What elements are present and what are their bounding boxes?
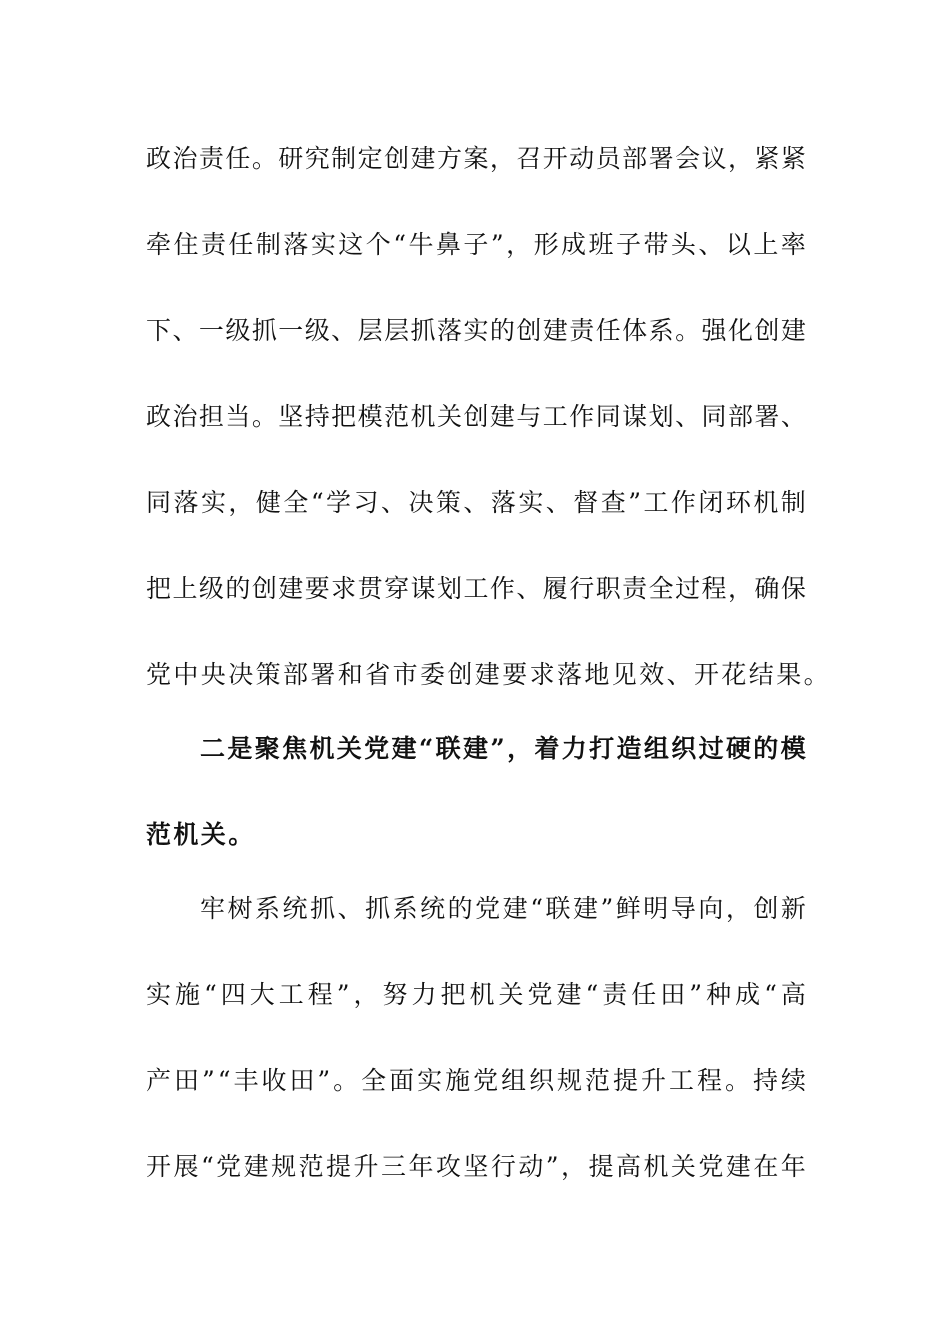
section-heading-line: 二 是 聚 焦 机 关 党 建 “ 联 建 ” ， 着 力 打 造 组 织 过 硬 的 模 [200, 734, 806, 763]
body-text-line: 把 上 级 的 创 建 要 求 贯 穿 谋 划 工 作 、 履 行 职 责 全 过 程 ， 确 保 [146, 574, 806, 603]
body-text-line: 同 落 实 ， 健 全 “ 学 习 、 决 策 、 落 实 、 督 查 ” 工 作 闭 环 机 制 [146, 488, 806, 517]
body-text-line: 党中央决策部署和省市委创建要求落地见效、开花结果。 [146, 660, 832, 689]
section-heading-line: 范机关。 [146, 820, 256, 849]
body-text-line: 政 治 责 任 。 研 究 制 定 创 建 方 案 ， 召 开 动 员 部 署 会 议 ， 紧 紧 [146, 144, 806, 173]
body-text-line: 产 田 ” “ 丰 收 田 ” 。 全 面 实 施 党 组 织 规 范 提 升 工 程 。 持 续 [146, 1066, 806, 1095]
body-text-line: 下 、 一 级 抓 一 级 、 层 层 抓 落 实 的 创 建 责 任 体 系 。 强 化 创 建 [146, 316, 806, 345]
body-text-line: 开 展 “ 党 建 规 范 提 升 三 年 攻 坚 行 动 ” ， 提 高 机 关 党 建 在 年 [146, 1152, 806, 1181]
body-text-line: 牵 住 责 任 制 落 实 这 个 “ 牛 鼻 子 ” ， 形 成 班 子 带 头 、 以 上 率 [146, 230, 806, 259]
body-text-line: 牢 树 系 统 抓 、 抓 系 统 的 党 建 “ 联 建 ” 鲜 明 导 向 ， 创 新 [200, 894, 806, 923]
body-text-line: 政 治 担 当 。 坚 持 把 模 范 机 关 创 建 与 工 作 同 谋 划 、 同 部 署 、 [146, 402, 806, 431]
body-text-line: 实 施 “ 四 大 工 程 ” ， 努 力 把 机 关 党 建 “ 责 任 田 ” 种 成 “ 高 [146, 980, 806, 1009]
